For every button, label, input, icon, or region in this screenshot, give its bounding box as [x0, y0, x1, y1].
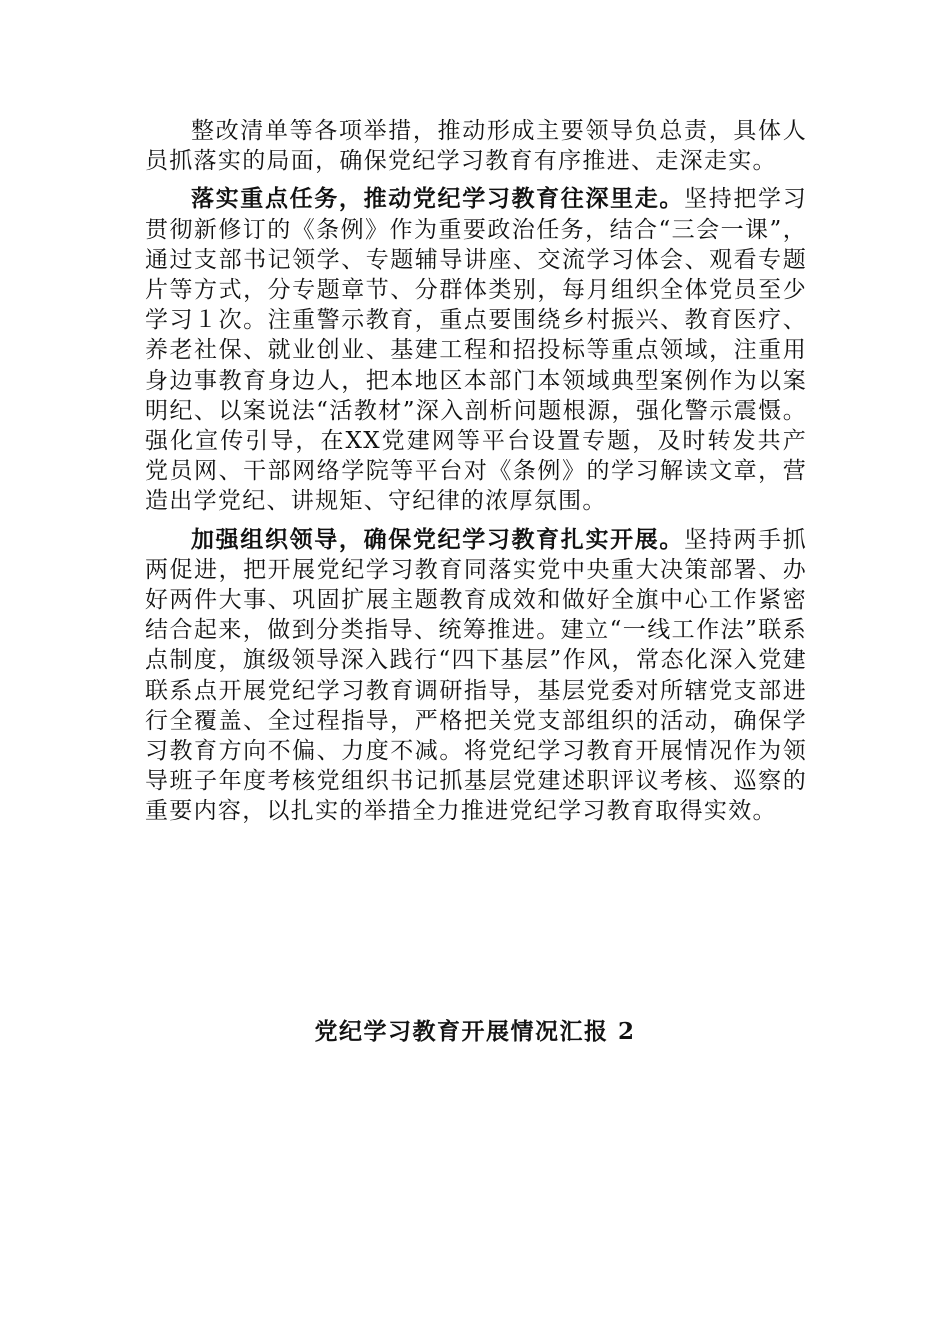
document-body — [145, 116, 807, 835]
paragraph-2 — [145, 184, 807, 516]
next-report-title: 党纪学习教育开展情况汇报 2 — [314, 1018, 636, 1045]
paragraph-1-text: 整改清单等各项举措，推动形成主要领导负总责，具体人员抓落实的局面，确保党纪学习教育有序推进、走深走实。 — [145, 118, 807, 175]
paragraph-2-heading: 落实重点任务，推动党纪学习教育往深里走。 — [191, 185, 685, 213]
paragraph-3-heading: 加强组织领导，确保党纪学习教育扎实开展。 — [191, 525, 685, 553]
paragraph-1 — [145, 116, 807, 176]
paragraph-3 — [145, 525, 807, 827]
paragraph-2-text: 坚持把学习贯彻新修订的《条例》作为重要政治任务，结合“三会一课”，通过支部书记领学、专题辅导讲座、交流学习体会、观看专题片等方式，分专题章节、分群体类别，每月组织全体党员至少学习１次。注重警示教育，重点要围绕乡村振兴、教育医疗、养老社保、就业创业、基建工程和招投标等重点领域，注重用身边事教育身边人，把本地区本部门本领域典型案例作为以案明纪、以案说法“活教材”深入剖析问题根源，强化警示震慑。强化宣传引导，在XX党建网等平台设置专题，及时转发共产党员网、干部网络学院等平台对《条例》的学习解读文章，营造出学党纪、讲规矩、守纪律的浓厚氛围。 — [145, 186, 808, 515]
paragraph-3-text: 坚持两手抓两促进，把开展党纪学习教育同落实党中央重大决策部署、办好两件大事、巩固扩展主题教育成效和做好全旗中心工作紧密结合起来，做到分类指导、统筹推进。建立“一线工作法”联系点制度，旗级领导深入践行“四下基层”作风，常态化深入党建联系点开展党纪学习教育调研指导，基层党委对所辖党支部进行全覆盖、全过程指导，严格把关党支部组织的活动，确保学习教育方向不偏、力度不减。将党纪学习教育开展情况作为领导班子年度考核党组织书记抓基层党建述职评议考核、巡察的重要内容，以扎实的举措全力推进党纪学习教育取得实效。 — [145, 526, 808, 825]
